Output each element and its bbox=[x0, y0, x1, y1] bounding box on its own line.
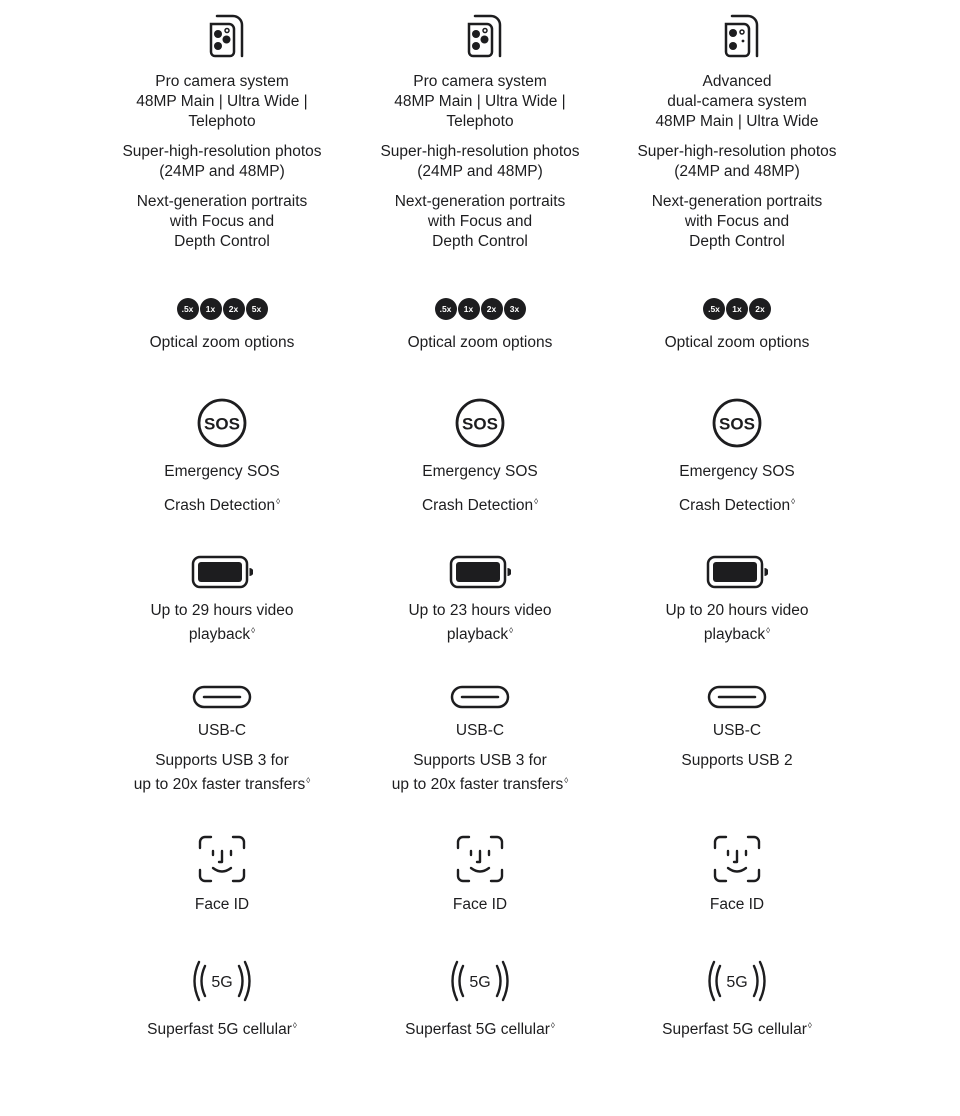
footnote-mark: ◊ bbox=[534, 497, 539, 506]
usb-c-label bbox=[102, 721, 342, 741]
footnote-mark: ◊ bbox=[766, 626, 771, 635]
usb-detail-text: Supports USB 3 for up to 20x faster transfers bbox=[391, 752, 564, 793]
cellular-5g bbox=[360, 1016, 600, 1040]
zoom-chip: .5x bbox=[703, 298, 725, 320]
sos-icon bbox=[360, 397, 600, 449]
camera-system-title-text: Advanced dual-camera system 48MP Main | Ultra Wide bbox=[655, 73, 819, 130]
sos-icon bbox=[617, 397, 857, 449]
portraits-feature bbox=[617, 192, 857, 252]
usb-c-label-text: USB-C bbox=[455, 722, 505, 739]
footnote-mark: ◊ bbox=[509, 626, 514, 635]
photo-resolution-text: Super-high-resolution photos (24MP and 48MP) bbox=[122, 143, 322, 180]
portraits-feature-text: Next-generation portraits with Focus and Depth Control bbox=[651, 193, 823, 250]
usb-detail-text: Supports USB 3 for up to 20x faster transfers bbox=[133, 752, 306, 793]
footnote-mark: ◊ bbox=[292, 1021, 297, 1030]
photo-resolution-text: Super-high-resolution photos (24MP and 48MP) bbox=[637, 143, 837, 180]
face-id-label bbox=[360, 895, 600, 915]
portraits-feature-text: Next-generation portraits with Focus and Depth Control bbox=[136, 193, 308, 250]
face-id-label-text: Face ID bbox=[709, 896, 765, 913]
cellular-5g bbox=[102, 1016, 342, 1040]
zoom-options bbox=[102, 298, 342, 320]
cellular-5g bbox=[617, 1016, 857, 1040]
footnote-mark: ◊ bbox=[807, 1021, 812, 1030]
zoom-label-text: Optical zoom options bbox=[664, 334, 810, 351]
5g-icon bbox=[360, 959, 600, 1003]
battery-life-text: Up to 23 hours video playback bbox=[408, 602, 552, 643]
zoom-options bbox=[617, 298, 857, 320]
footnote-mark: ◊ bbox=[276, 497, 281, 506]
zoom-chip: 5x bbox=[246, 298, 268, 320]
usb-c-icon bbox=[617, 685, 857, 709]
footnote-mark: ◊ bbox=[791, 497, 796, 506]
crash-detection bbox=[360, 492, 600, 516]
cellular-5g-text: Superfast 5G cellular bbox=[662, 1021, 807, 1038]
zoom-label-text: Optical zoom options bbox=[407, 334, 553, 351]
zoom-chip: 1x bbox=[200, 298, 222, 320]
face-id-label-text: Face ID bbox=[452, 896, 508, 913]
zoom-chip: 1x bbox=[458, 298, 480, 320]
crash-detection bbox=[102, 492, 342, 516]
cellular-5g-text: Superfast 5G cellular bbox=[147, 1021, 292, 1038]
battery-life bbox=[102, 601, 342, 645]
camera-system-title-text: Pro camera system 48MP Main | Ultra Wide | Telephoto bbox=[136, 73, 308, 130]
footnote-mark: ◊ bbox=[550, 1021, 555, 1030]
face-id-icon bbox=[617, 834, 857, 884]
camera-system-title bbox=[102, 72, 342, 132]
zoom-label bbox=[617, 333, 857, 353]
zoom-chip: 2x bbox=[481, 298, 503, 320]
svg-text:SOS: SOS bbox=[462, 414, 498, 434]
crash-detection-text: Crash Detection bbox=[678, 497, 791, 514]
model-column-3 bbox=[617, 0, 857, 1116]
usb-detail bbox=[617, 751, 857, 771]
photo-resolution-text: Super-high-resolution photos (24MP and 48MP) bbox=[380, 143, 580, 180]
usb-detail bbox=[102, 751, 342, 795]
photo-resolution bbox=[617, 142, 857, 182]
portraits-feature bbox=[102, 192, 342, 252]
usb-c-label-text: USB-C bbox=[197, 722, 247, 739]
footnote-mark: ◊ bbox=[306, 776, 311, 785]
emergency-sos-text: Emergency SOS bbox=[422, 463, 538, 480]
camera-system-title bbox=[617, 72, 857, 132]
footnote-mark: ◊ bbox=[251, 626, 256, 635]
zoom-label-text: Optical zoom options bbox=[149, 334, 295, 351]
zoom-chip: .5x bbox=[177, 298, 199, 320]
model-column-2 bbox=[360, 0, 600, 1116]
zoom-label bbox=[360, 333, 600, 353]
zoom-options bbox=[360, 298, 600, 320]
triple-camera-icon bbox=[102, 11, 342, 61]
emergency-sos bbox=[617, 462, 857, 482]
camera-system-title-text: Pro camera system 48MP Main | Ultra Wide | Telephoto bbox=[394, 73, 566, 130]
svg-text:5G: 5G bbox=[211, 974, 233, 991]
battery-icon bbox=[617, 555, 857, 589]
zoom-chip: 1x bbox=[726, 298, 748, 320]
crash-detection-text: Crash Detection bbox=[421, 497, 534, 514]
crash-detection-text: Crash Detection bbox=[163, 497, 276, 514]
battery-life bbox=[617, 601, 857, 645]
face-id-label bbox=[102, 895, 342, 915]
emergency-sos bbox=[102, 462, 342, 482]
battery-life-text: Up to 29 hours video playback bbox=[150, 602, 294, 643]
footnote-mark: ◊ bbox=[564, 776, 569, 785]
portraits-feature-text: Next-generation portraits with Focus and Depth Control bbox=[394, 193, 566, 250]
zoom-chip: .5x bbox=[435, 298, 457, 320]
zoom-label bbox=[102, 333, 342, 353]
svg-text:SOS: SOS bbox=[719, 414, 755, 434]
face-id-label bbox=[617, 895, 857, 915]
dual-camera-icon bbox=[617, 11, 857, 61]
model-column-1 bbox=[102, 0, 342, 1116]
emergency-sos-text: Emergency SOS bbox=[679, 463, 795, 480]
battery-icon bbox=[102, 555, 342, 589]
crash-detection bbox=[617, 492, 857, 516]
cellular-5g-text: Superfast 5G cellular bbox=[405, 1021, 550, 1038]
5g-icon bbox=[617, 959, 857, 1003]
svg-text:SOS: SOS bbox=[204, 414, 240, 434]
portraits-feature bbox=[360, 192, 600, 252]
svg-text:5G: 5G bbox=[469, 974, 491, 991]
usb-c-icon bbox=[360, 685, 600, 709]
zoom-chip: 2x bbox=[223, 298, 245, 320]
triple-camera-icon bbox=[360, 11, 600, 61]
face-id-label-text: Face ID bbox=[194, 896, 250, 913]
svg-text:5G: 5G bbox=[726, 974, 748, 991]
photo-resolution bbox=[360, 142, 600, 182]
zoom-chip: 3x bbox=[504, 298, 526, 320]
usb-c-icon bbox=[102, 685, 342, 709]
face-id-icon bbox=[360, 834, 600, 884]
usb-c-label-text: USB-C bbox=[712, 722, 762, 739]
usb-detail-text: Supports USB 2 bbox=[681, 752, 793, 769]
battery-life-text: Up to 20 hours video playback bbox=[665, 602, 809, 643]
zoom-chip: 2x bbox=[749, 298, 771, 320]
battery-life bbox=[360, 601, 600, 645]
photo-resolution bbox=[102, 142, 342, 182]
battery-icon bbox=[360, 555, 600, 589]
face-id-icon bbox=[102, 834, 342, 884]
usb-c-label bbox=[360, 721, 600, 741]
emergency-sos bbox=[360, 462, 600, 482]
usb-detail bbox=[360, 751, 600, 795]
emergency-sos-text: Emergency SOS bbox=[164, 463, 280, 480]
5g-icon bbox=[102, 959, 342, 1003]
usb-c-label bbox=[617, 721, 857, 741]
sos-icon bbox=[102, 397, 342, 449]
camera-system-title bbox=[360, 72, 600, 132]
